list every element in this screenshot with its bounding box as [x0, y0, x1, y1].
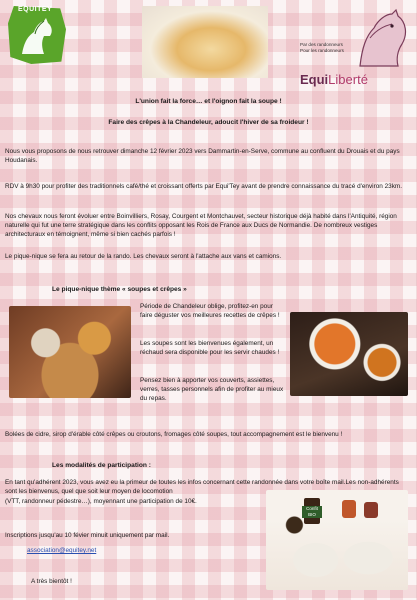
- picnic-table-photo: [266, 490, 408, 590]
- picnic-title: Le pique-nique thème « soupes et crêpes »: [52, 286, 187, 293]
- equiliberte-tagline-1: Par des randonneurs: [300, 42, 343, 47]
- picnic-text-1: Période de Chandeleur oblige, profitez-en pour faire déguster vos meilleures recettes de crêpes !: [140, 303, 280, 320]
- equiliberte-wordmark-b: Liberté: [328, 72, 368, 87]
- equiliberte-tagline-2: Pour les randonneurs: [300, 48, 344, 53]
- participation-text-2: (VTT, randonneur pédestre…), moyennant une participation de 10€.: [5, 498, 197, 505]
- goodbye-text: A très bientôt !: [31, 578, 72, 585]
- crepes-and-soup-photo: [9, 306, 131, 398]
- email-address[interactable]: association@equitey.net: [27, 547, 97, 554]
- equiliberte-wordmark: [300, 72, 368, 87]
- intro-paragraph-4: Le pique-nique se fera au retour de la rando. Les chevaux seront à l'attache aux vans et camions.: [5, 253, 282, 260]
- inscription-text: Inscriptions jusqu'au 10 févier minuit uniquement par mail.: [5, 532, 170, 539]
- equiliberte-wordmark-a: Equi: [300, 72, 329, 87]
- email-link[interactable]: [27, 546, 227, 555]
- headline-1: L'union fait la force… et l'oignon fait la soupe !: [135, 98, 282, 105]
- picnic-text-2: Les soupes sont les bienvenues également, un réchaud sera disponible pour les servir chaudes !: [140, 340, 280, 357]
- jam-jar: [342, 500, 356, 518]
- picnic-text-3: Pensez bien à apporter vos couverts, assiettes, verres, tasses personnels afin de profiter au mieux du repas.: [140, 377, 284, 403]
- intro-paragraph-3: Nos chevaux nous feront évoluer entre Boinvilliers, Rosay, Courgent et Montchauvet, secteur historique déjà habité dans l'Antiquité, région naturelle qui fut une terre stratégique dans les conflits opposant les Rois de France aux Ducs de Normandie. De nombreux vestiges architecturaux en témoignent, même si bien cachés parfois !: [5, 213, 397, 239]
- participation-title: Les modalités de participation :: [52, 462, 151, 469]
- picnic-accompaniment: Bolées de cidre, sirop d'érable côté crêpes ou croutons, fromages côté soupes, tout accompagnement est le bienvenu !: [5, 431, 343, 438]
- crepes-photo: [142, 6, 268, 78]
- jam-jar-2: [364, 502, 378, 518]
- headline-2: Faire des crêpes à la Chandeleur, adoucit l'hiver de sa froideur !: [108, 119, 309, 126]
- intro-paragraph-1: Nous vous proposons de nous retrouver dimanche 12 février 2023 vers Dammartin-en-Serve, commune au confluent du Drouais et du pays Houdanais.: [5, 148, 400, 165]
- participation-text-1: En tant qu'adhérent 2023, vous avez eu la primeur de toutes les infos concernant cette randonnée dans votre boîte mail.Les non-adhérents sont les bienvenus, quel que soit leur moyen de locomotion: [5, 479, 399, 496]
- equitey-logo-text: EQUITEY: [18, 6, 53, 13]
- horse-icon: [14, 14, 60, 60]
- soup-bowls-photo: [290, 312, 408, 396]
- jar-label: Confit BIO: [302, 506, 322, 518]
- intro-paragraph-2: RDV à 9h30 pour profiter des traditionnels café/thé et croissant offerts par Equi'Tey avant de prendre connaissance du tracé d'environ 23km.: [5, 183, 402, 190]
